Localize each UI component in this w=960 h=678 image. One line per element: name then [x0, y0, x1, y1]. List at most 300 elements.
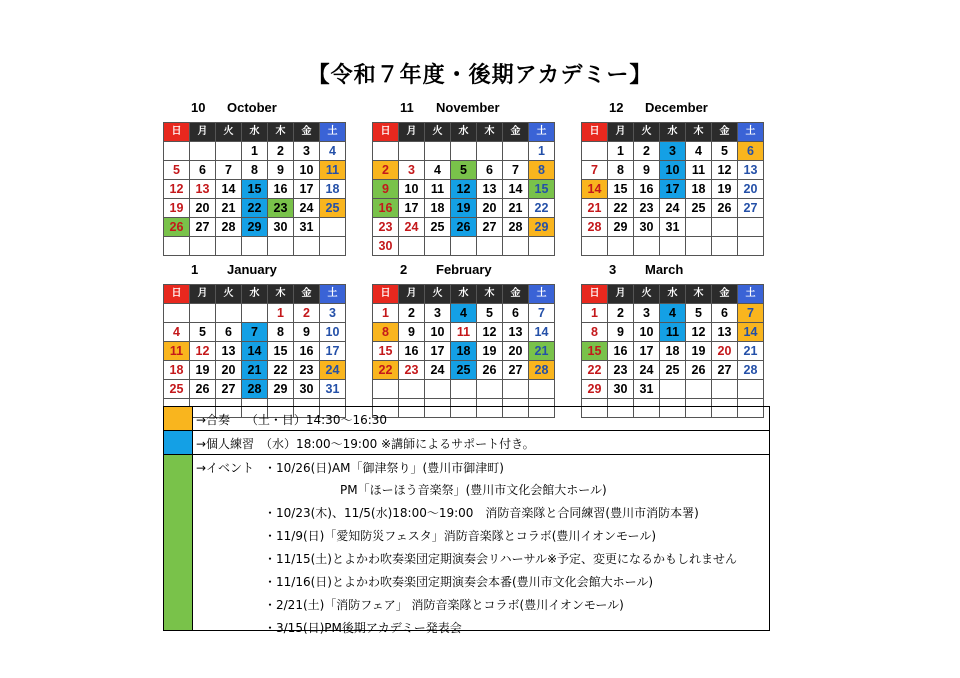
day-cell	[425, 142, 451, 161]
day-cell: 24	[634, 361, 660, 380]
day-cell: 2	[268, 142, 294, 161]
day-cell: 11	[660, 323, 686, 342]
day-cell: 6	[216, 323, 242, 342]
day-cell: 24	[660, 199, 686, 218]
month-calendar	[163, 100, 346, 256]
day-cell: 12	[190, 342, 216, 361]
weekday-header: 土	[320, 123, 346, 142]
day-cell: 15	[268, 342, 294, 361]
day-cell	[686, 218, 712, 237]
day-cell: 31	[320, 380, 346, 399]
day-cell: 18	[320, 180, 346, 199]
month-name: November	[436, 100, 500, 115]
green-swatch	[164, 455, 193, 630]
day-cell: 12	[164, 180, 190, 199]
day-cell	[425, 237, 451, 256]
day-cell	[738, 237, 764, 256]
day-cell	[477, 142, 503, 161]
weekday-header: 月	[190, 285, 216, 304]
day-cell: 29	[529, 218, 555, 237]
weekday-header: 土	[529, 285, 555, 304]
day-cell	[660, 380, 686, 399]
month-calendar	[372, 262, 555, 418]
month-header	[191, 262, 277, 277]
day-cell: 31	[660, 218, 686, 237]
legend-individual-text: →個人練習 （水）18:00～19:00 ※講師によるサポート付き。	[196, 437, 535, 451]
day-cell: 18	[451, 342, 477, 361]
day-cell	[399, 237, 425, 256]
day-cell	[660, 237, 686, 256]
day-cell: 10	[320, 323, 346, 342]
day-cell	[373, 142, 399, 161]
day-cell: 28	[216, 218, 242, 237]
month-number: 3	[609, 262, 617, 277]
day-cell	[608, 237, 634, 256]
day-cell: 13	[712, 323, 738, 342]
legend-event-label: →イベント	[196, 461, 255, 475]
day-cell: 26	[451, 218, 477, 237]
legend-row-individual	[164, 431, 769, 455]
weekday-header: 日	[164, 285, 190, 304]
day-cell: 3	[399, 161, 425, 180]
event-item: ・11/9(日)「愛知防災フェスタ」消防音楽隊とコラボ(豊川イオンモール)	[264, 529, 656, 543]
day-cell	[686, 237, 712, 256]
day-cell: 29	[582, 380, 608, 399]
weekday-header: 金	[503, 285, 529, 304]
day-cell: 10	[399, 180, 425, 199]
weekday-header: 日	[373, 123, 399, 142]
day-cell: 27	[738, 199, 764, 218]
day-cell: 18	[425, 199, 451, 218]
weekday-header: 火	[216, 123, 242, 142]
weekday-header: 水	[451, 123, 477, 142]
day-cell: 22	[268, 361, 294, 380]
calendar-grid	[581, 122, 764, 256]
month-name: February	[436, 262, 492, 277]
weekday-header: 金	[712, 285, 738, 304]
day-cell: 3	[660, 142, 686, 161]
weekday-header: 土	[320, 285, 346, 304]
day-cell: 24	[399, 218, 425, 237]
weekday-header: 日	[582, 285, 608, 304]
day-cell: 30	[608, 380, 634, 399]
day-cell: 12	[712, 161, 738, 180]
day-cell: 22	[529, 199, 555, 218]
month-number: 10	[191, 100, 206, 115]
month-calendar	[581, 262, 764, 418]
weekday-header: 月	[608, 123, 634, 142]
day-cell: 5	[686, 304, 712, 323]
day-cell: 1	[529, 142, 555, 161]
day-cell	[216, 237, 242, 256]
day-cell	[503, 237, 529, 256]
day-cell	[738, 218, 764, 237]
day-cell	[686, 380, 712, 399]
day-cell: 19	[190, 361, 216, 380]
day-cell: 8	[582, 323, 608, 342]
day-cell: 14	[582, 180, 608, 199]
day-cell: 11	[686, 161, 712, 180]
day-cell	[399, 142, 425, 161]
weekday-header: 土	[738, 285, 764, 304]
day-cell: 7	[582, 161, 608, 180]
day-cell: 25	[425, 218, 451, 237]
month-name: March	[645, 262, 684, 277]
day-cell: 7	[738, 304, 764, 323]
day-cell: 17	[399, 199, 425, 218]
day-cell: 29	[242, 218, 268, 237]
day-cell: 9	[608, 323, 634, 342]
month-header	[609, 262, 683, 277]
day-cell: 4	[425, 161, 451, 180]
day-cell: 22	[242, 199, 268, 218]
day-cell: 6	[712, 304, 738, 323]
day-cell: 17	[634, 342, 660, 361]
day-cell	[164, 142, 190, 161]
day-cell	[242, 304, 268, 323]
day-cell: 25	[164, 380, 190, 399]
day-cell: 4	[164, 323, 190, 342]
day-cell: 8	[242, 161, 268, 180]
orange-swatch	[164, 407, 193, 430]
day-cell: 7	[503, 161, 529, 180]
day-cell: 27	[503, 361, 529, 380]
day-cell: 23	[294, 361, 320, 380]
day-cell: 18	[164, 361, 190, 380]
day-cell: 9	[268, 161, 294, 180]
day-cell: 3	[425, 304, 451, 323]
day-cell: 16	[399, 342, 425, 361]
calendar-grid	[372, 122, 555, 256]
day-cell: 31	[634, 380, 660, 399]
day-cell: 10	[425, 323, 451, 342]
day-cell: 28	[582, 218, 608, 237]
day-cell: 11	[425, 180, 451, 199]
day-cell: 24	[294, 199, 320, 218]
day-cell: 23	[634, 199, 660, 218]
weekday-header: 金	[503, 123, 529, 142]
weekday-header: 木	[268, 123, 294, 142]
day-cell: 27	[190, 218, 216, 237]
day-cell: 26	[164, 218, 190, 237]
weekday-header: 金	[712, 123, 738, 142]
day-cell: 25	[660, 361, 686, 380]
day-cell: 21	[738, 342, 764, 361]
day-cell: 19	[451, 199, 477, 218]
day-cell	[582, 237, 608, 256]
weekday-header: 月	[399, 285, 425, 304]
day-cell	[320, 218, 346, 237]
event-item: ・10/26(日)AM「御津祭り」(豊川市御津町)	[264, 461, 504, 475]
day-cell: 26	[477, 361, 503, 380]
day-cell: 2	[608, 304, 634, 323]
day-cell: 4	[320, 142, 346, 161]
day-cell: 20	[712, 342, 738, 361]
day-cell: 26	[686, 361, 712, 380]
calendar-grid	[163, 284, 346, 418]
day-cell	[712, 218, 738, 237]
day-cell: 18	[686, 180, 712, 199]
day-cell	[164, 304, 190, 323]
calendar-grid	[372, 284, 555, 418]
day-cell: 1	[582, 304, 608, 323]
month-number: 12	[609, 100, 624, 115]
month-header	[400, 100, 500, 115]
day-cell	[503, 142, 529, 161]
legend-row-ensemble	[164, 407, 769, 431]
blue-swatch	[164, 431, 193, 454]
day-cell: 8	[268, 323, 294, 342]
day-cell: 27	[216, 380, 242, 399]
day-cell: 29	[608, 218, 634, 237]
day-cell	[529, 380, 555, 399]
day-cell: 24	[425, 361, 451, 380]
day-cell: 9	[373, 180, 399, 199]
day-cell: 16	[373, 199, 399, 218]
weekday-header: 水	[451, 285, 477, 304]
day-cell: 23	[608, 361, 634, 380]
weekday-header: 木	[477, 123, 503, 142]
month-calendar	[372, 100, 555, 256]
day-cell: 16	[268, 180, 294, 199]
day-cell: 19	[164, 199, 190, 218]
day-cell: 12	[686, 323, 712, 342]
day-cell: 17	[425, 342, 451, 361]
day-cell: 5	[164, 161, 190, 180]
day-cell: 23	[399, 361, 425, 380]
day-cell: 20	[503, 342, 529, 361]
event-item: ・10/23(木)、11/5(水)18:00～19:00 消防音楽隊と合同練習(豊川市消防本署)	[264, 506, 699, 520]
day-cell: 31	[294, 218, 320, 237]
day-cell: 21	[216, 199, 242, 218]
month-header	[609, 100, 708, 115]
weekday-header: 月	[399, 123, 425, 142]
day-cell: 22	[582, 361, 608, 380]
day-cell: 6	[190, 161, 216, 180]
day-cell: 27	[712, 361, 738, 380]
day-cell	[216, 304, 242, 323]
day-cell: 13	[503, 323, 529, 342]
day-cell	[164, 237, 190, 256]
day-cell: 3	[320, 304, 346, 323]
day-cell: 9	[634, 161, 660, 180]
day-cell	[320, 237, 346, 256]
day-cell: 13	[477, 180, 503, 199]
weekday-header: 金	[294, 123, 320, 142]
day-cell	[451, 380, 477, 399]
day-cell: 20	[477, 199, 503, 218]
weekday-header: 日	[582, 123, 608, 142]
day-cell: 27	[477, 218, 503, 237]
day-cell: 28	[738, 361, 764, 380]
day-cell: 9	[399, 323, 425, 342]
day-cell: 21	[503, 199, 529, 218]
event-item: ・11/16(日)とよかわ吹奏楽団定期演奏会本番(豊川市文化会館大ホール)	[264, 575, 654, 589]
day-cell: 13	[738, 161, 764, 180]
day-cell: 20	[738, 180, 764, 199]
day-cell: 6	[477, 161, 503, 180]
day-cell: 2	[634, 142, 660, 161]
day-cell	[529, 237, 555, 256]
month-name: December	[645, 100, 708, 115]
day-cell: 2	[373, 161, 399, 180]
day-cell: 19	[712, 180, 738, 199]
day-cell: 15	[582, 342, 608, 361]
weekday-header: 木	[686, 123, 712, 142]
day-cell: 23	[373, 218, 399, 237]
day-cell	[268, 237, 294, 256]
event-item: PM「ほーほう音楽祭」(豊川市文化会館大ホール)	[340, 483, 607, 497]
weekday-header: 火	[425, 285, 451, 304]
day-cell	[477, 237, 503, 256]
month-number: 2	[400, 262, 408, 277]
day-cell: 24	[320, 361, 346, 380]
day-cell: 7	[529, 304, 555, 323]
day-cell: 15	[373, 342, 399, 361]
day-cell: 21	[582, 199, 608, 218]
legend-ensemble-text: →合奏 （土・日）14:30～16:30	[196, 413, 388, 427]
event-item: ・3/15(日)PM後期アカデミー発表会	[264, 621, 462, 635]
day-cell: 9	[294, 323, 320, 342]
day-cell: 11	[164, 342, 190, 361]
day-cell: 17	[294, 180, 320, 199]
day-cell: 17	[660, 180, 686, 199]
day-cell: 29	[268, 380, 294, 399]
weekday-header: 金	[294, 285, 320, 304]
day-cell: 16	[608, 342, 634, 361]
day-cell: 25	[320, 199, 346, 218]
day-cell	[190, 142, 216, 161]
month-name: January	[227, 262, 277, 277]
day-cell: 14	[503, 180, 529, 199]
day-cell: 10	[294, 161, 320, 180]
day-cell: 25	[451, 361, 477, 380]
day-cell	[503, 380, 529, 399]
day-cell: 16	[634, 180, 660, 199]
day-cell: 21	[529, 342, 555, 361]
day-cell: 16	[294, 342, 320, 361]
day-cell: 22	[373, 361, 399, 380]
day-cell: 5	[477, 304, 503, 323]
day-cell: 22	[608, 199, 634, 218]
day-cell: 2	[399, 304, 425, 323]
day-cell	[399, 380, 425, 399]
day-cell: 14	[529, 323, 555, 342]
day-cell: 23	[268, 199, 294, 218]
weekday-header: 火	[216, 285, 242, 304]
month-name: October	[227, 100, 277, 115]
weekday-header: 水	[242, 123, 268, 142]
day-cell: 14	[216, 180, 242, 199]
day-cell: 30	[634, 218, 660, 237]
day-cell: 3	[294, 142, 320, 161]
day-cell: 1	[608, 142, 634, 161]
calendar-grid	[163, 122, 346, 256]
day-cell: 18	[660, 342, 686, 361]
weekday-header: 水	[242, 285, 268, 304]
day-cell: 5	[190, 323, 216, 342]
day-cell: 28	[529, 361, 555, 380]
month-number: 1	[191, 262, 199, 277]
day-cell	[451, 237, 477, 256]
day-cell	[373, 380, 399, 399]
day-cell: 1	[242, 142, 268, 161]
event-item: ・11/15(土)とよかわ吹奏楽団定期演奏会リハーサル※予定、変更になるかもしれません	[264, 552, 738, 566]
month-header	[191, 100, 277, 115]
day-cell: 30	[373, 237, 399, 256]
day-cell: 19	[477, 342, 503, 361]
day-cell: 13	[216, 342, 242, 361]
weekday-header: 木	[686, 285, 712, 304]
day-cell	[582, 142, 608, 161]
day-cell: 20	[216, 361, 242, 380]
day-cell: 19	[686, 342, 712, 361]
day-cell: 11	[320, 161, 346, 180]
weekday-header: 木	[477, 285, 503, 304]
day-cell	[712, 380, 738, 399]
day-cell: 6	[738, 142, 764, 161]
month-calendar	[163, 262, 346, 418]
weekday-header: 火	[634, 285, 660, 304]
page-title: 【令和７年度・後期アカデミー】	[307, 63, 653, 88]
day-cell	[634, 237, 660, 256]
day-cell: 15	[242, 180, 268, 199]
day-cell	[190, 237, 216, 256]
weekday-header: 木	[268, 285, 294, 304]
day-cell: 25	[686, 199, 712, 218]
day-cell: 8	[373, 323, 399, 342]
day-cell: 8	[608, 161, 634, 180]
day-cell: 1	[373, 304, 399, 323]
weekday-header: 火	[425, 123, 451, 142]
day-cell: 7	[242, 323, 268, 342]
day-cell	[451, 142, 477, 161]
weekday-header: 水	[660, 285, 686, 304]
day-cell	[477, 380, 503, 399]
weekday-header: 月	[190, 123, 216, 142]
day-cell: 7	[216, 161, 242, 180]
day-cell: 6	[503, 304, 529, 323]
weekday-header: 水	[660, 123, 686, 142]
day-cell	[425, 380, 451, 399]
day-cell: 21	[242, 361, 268, 380]
day-cell: 12	[477, 323, 503, 342]
day-cell: 4	[451, 304, 477, 323]
day-cell: 15	[529, 180, 555, 199]
day-cell: 8	[529, 161, 555, 180]
day-cell: 1	[268, 304, 294, 323]
day-cell: 14	[242, 342, 268, 361]
weekday-header: 月	[608, 285, 634, 304]
day-cell	[190, 304, 216, 323]
day-cell	[294, 237, 320, 256]
day-cell: 28	[242, 380, 268, 399]
weekday-header: 土	[529, 123, 555, 142]
day-cell: 26	[712, 199, 738, 218]
day-cell	[216, 142, 242, 161]
day-cell: 28	[503, 218, 529, 237]
day-cell: 10	[634, 323, 660, 342]
day-cell: 3	[634, 304, 660, 323]
day-cell: 11	[451, 323, 477, 342]
day-cell	[712, 237, 738, 256]
legend-box	[163, 406, 770, 635]
day-cell: 5	[712, 142, 738, 161]
weekday-header: 土	[738, 123, 764, 142]
weekday-header: 火	[634, 123, 660, 142]
day-cell	[242, 237, 268, 256]
day-cell: 26	[190, 380, 216, 399]
